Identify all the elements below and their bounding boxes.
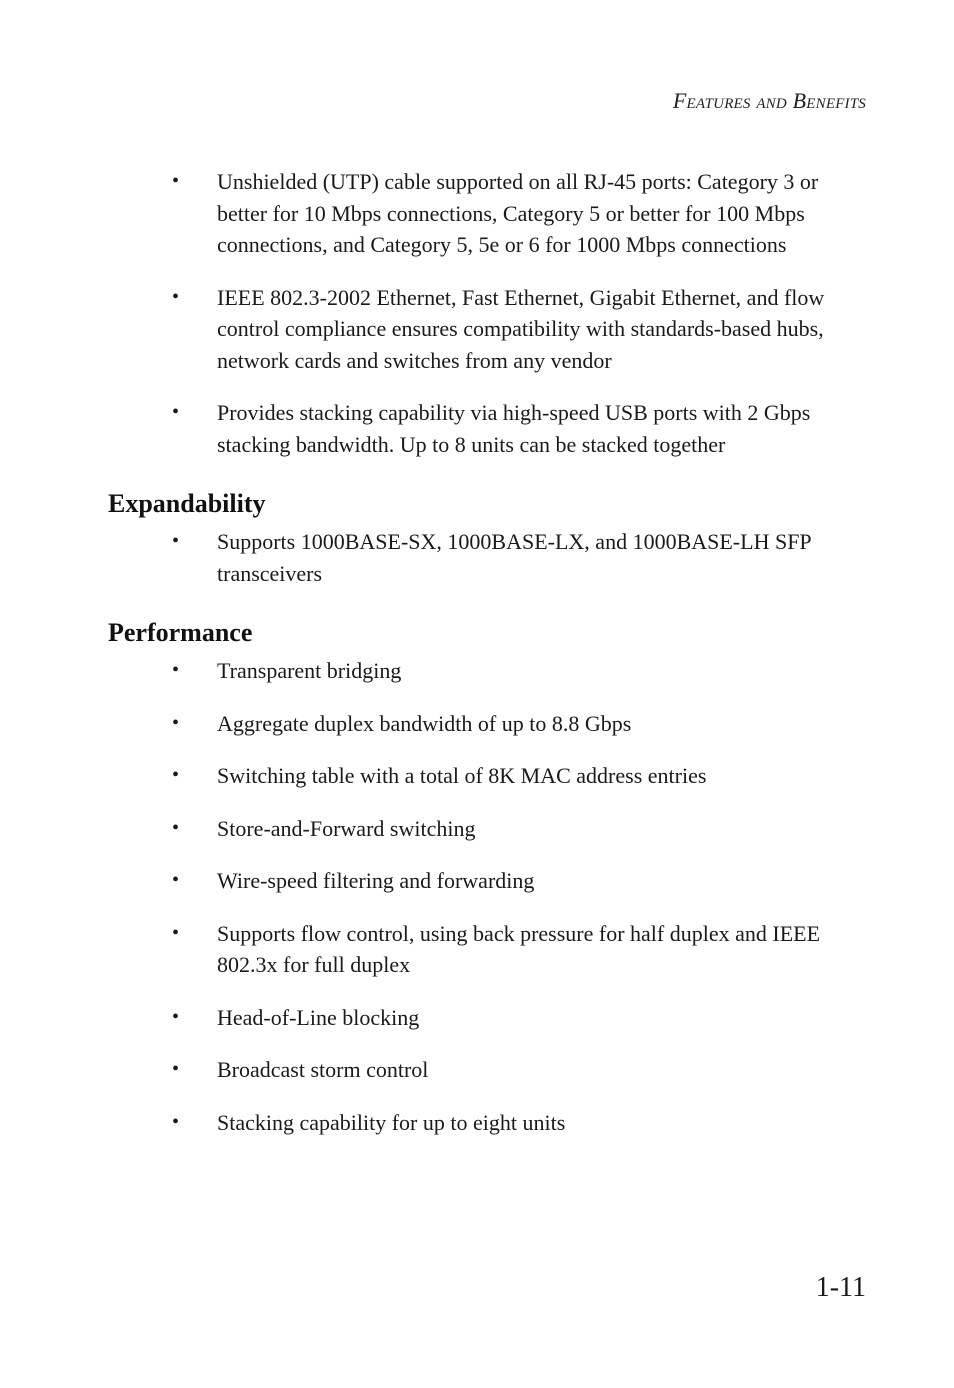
- list-item: [108, 1107, 868, 1139]
- list-item: [108, 397, 868, 460]
- performance-bullet-list: [108, 655, 868, 1138]
- list-item-text: Stacking capability for up to eight units: [217, 1109, 566, 1135]
- list-item-text: Store-and-Forward switching: [217, 815, 476, 841]
- bullet-icon: •: [172, 869, 180, 891]
- list-item-text: Supports 1000BASE-SX, 1000BASE-LX, and 1000BASE-LH SFP transceivers: [217, 529, 811, 586]
- bullet-icon: •: [172, 764, 180, 786]
- list-item-text: IEEE 802.3-2002 Ethernet, Fast Ethernet, Gigabit Ethernet, and flow control compliance ensures compatibility with standards-based hubs, network cards and switches from any vendor: [217, 284, 825, 373]
- bullet-icon: •: [172, 285, 180, 308]
- bullet-icon: •: [172, 1110, 180, 1133]
- list-item-text: Supports flow control, using back pressure for half duplex and IEEE 802.3x for full duplex: [217, 920, 821, 977]
- bullet-icon: •: [172, 1005, 180, 1028]
- bullet-icon: •: [172, 401, 180, 423]
- list-item: [108, 708, 868, 740]
- bullet-icon: •: [172, 659, 180, 681]
- list-item: [108, 813, 868, 845]
- list-item: [108, 760, 868, 792]
- list-item: [108, 918, 868, 981]
- page-content: [108, 166, 868, 1159]
- running-header: Features and Benefits: [672, 88, 866, 113]
- list-item: [108, 282, 868, 377]
- list-item-text: Switching table with a total of 8K MAC address entries: [217, 763, 707, 788]
- section-heading-performance: Performance: [108, 618, 253, 647]
- list-item: [108, 865, 868, 897]
- bullet-icon: •: [172, 530, 180, 552]
- list-item-text: Wire-speed filtering and forwarding: [217, 868, 535, 893]
- list-item-text: Aggregate duplex bandwidth of up to 8.8 Gbps: [217, 710, 632, 736]
- section-heading-expandability: Expandability: [108, 489, 266, 518]
- list-item-text: Broadcast storm control: [217, 1057, 429, 1082]
- list-item-text: Transparent bridging: [217, 658, 402, 683]
- list-item: [108, 166, 868, 261]
- list-item: [108, 1002, 868, 1034]
- list-item-text: Head-of-Line blocking: [217, 1004, 420, 1030]
- bullet-icon: •: [172, 711, 180, 734]
- list-item-text: Unshielded (UTP) cable supported on all RJ-45 ports: Category 3 or better for 10 Mbps connections, Category 5 or better for 100 Mbps connections, and Category 5, 5e or 6 for 1000 Mbps connections: [217, 169, 819, 257]
- expandability-bullet-list: [108, 526, 868, 589]
- list-item-text: Provides stacking capability via high-speed USB ports with 2 Gbps stacking bandwidth. Up to 8 units can be stacked together: [217, 400, 811, 457]
- bullet-icon: •: [172, 921, 180, 944]
- intro-bullet-list: [108, 166, 868, 460]
- list-item: [108, 655, 868, 687]
- page-number: 1-11: [815, 1272, 866, 1303]
- bullet-icon: •: [172, 1058, 180, 1080]
- list-item: [108, 1054, 868, 1086]
- bullet-icon: •: [172, 816, 180, 839]
- list-item: [108, 526, 868, 589]
- bullet-icon: •: [172, 170, 180, 192]
